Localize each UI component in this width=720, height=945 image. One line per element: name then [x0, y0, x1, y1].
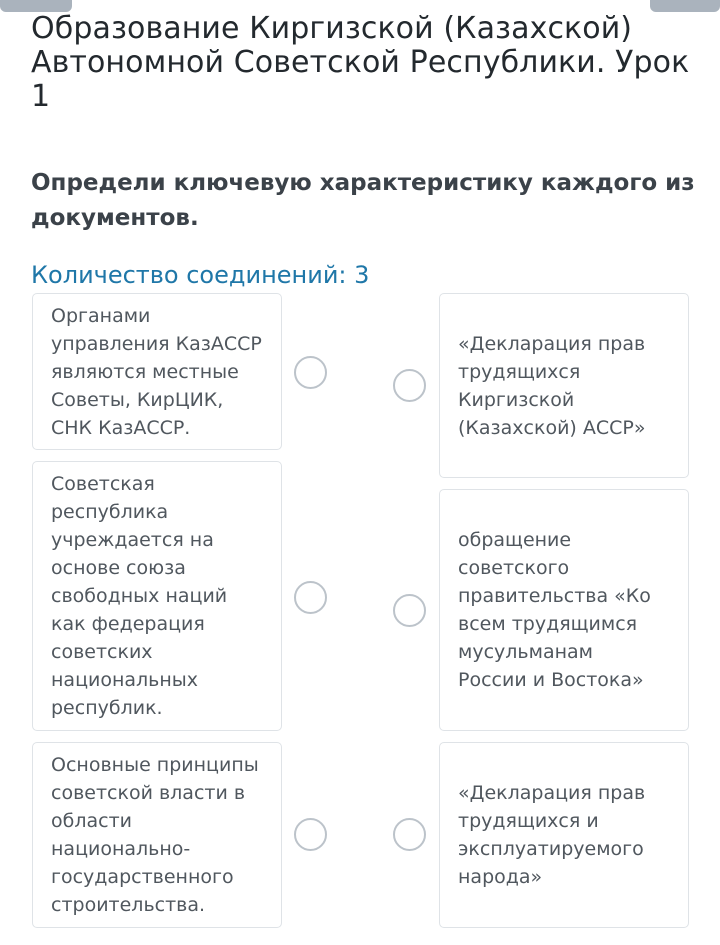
- left-item-card[interactable]: [32, 461, 282, 731]
- left-item-text: Советская республика учреждается на основе союза свободных наций как федерация советских национальных республик.: [51, 473, 228, 719]
- right-item-card[interactable]: [439, 293, 689, 478]
- connections-count: Количество соединений: 3: [31, 261, 370, 289]
- left-item-card[interactable]: [32, 742, 282, 928]
- right-item-card[interactable]: [439, 742, 689, 928]
- right-connector-radio[interactable]: [393, 818, 426, 851]
- left-item-card[interactable]: [32, 293, 282, 450]
- top-tab-right[interactable]: [650, 0, 720, 12]
- right-item-text: «Декларация прав трудящихся Киргизской (Казахской) АССР»: [458, 332, 646, 439]
- left-item-text: Основные принципы советской власти в области национально-государственного строительства.: [51, 754, 259, 916]
- page-title: Образование Киргизской (Казахской) Автономной Советской Республики. Урок 1: [31, 11, 690, 114]
- left-connector-radio[interactable]: [294, 818, 327, 851]
- right-item-card[interactable]: [439, 489, 689, 731]
- left-item-text: Органами управления КазАССР являются местные Советы, КирЦИК, СНК КазАССР.: [51, 304, 262, 439]
- right-item-text: «Декларация прав трудящихся и эксплуатируемого народа»: [458, 782, 646, 888]
- right-item-text: обращение советского правительства «Ко всем трудящимся мусульманам России и Востока»: [458, 529, 651, 691]
- right-connector-radio[interactable]: [393, 594, 426, 627]
- left-connector-radio[interactable]: [294, 356, 327, 389]
- right-connector-radio[interactable]: [393, 369, 426, 402]
- left-connector-radio[interactable]: [294, 581, 327, 614]
- task-instruction: Определи ключевую характеристику каждого из документов.: [31, 170, 695, 231]
